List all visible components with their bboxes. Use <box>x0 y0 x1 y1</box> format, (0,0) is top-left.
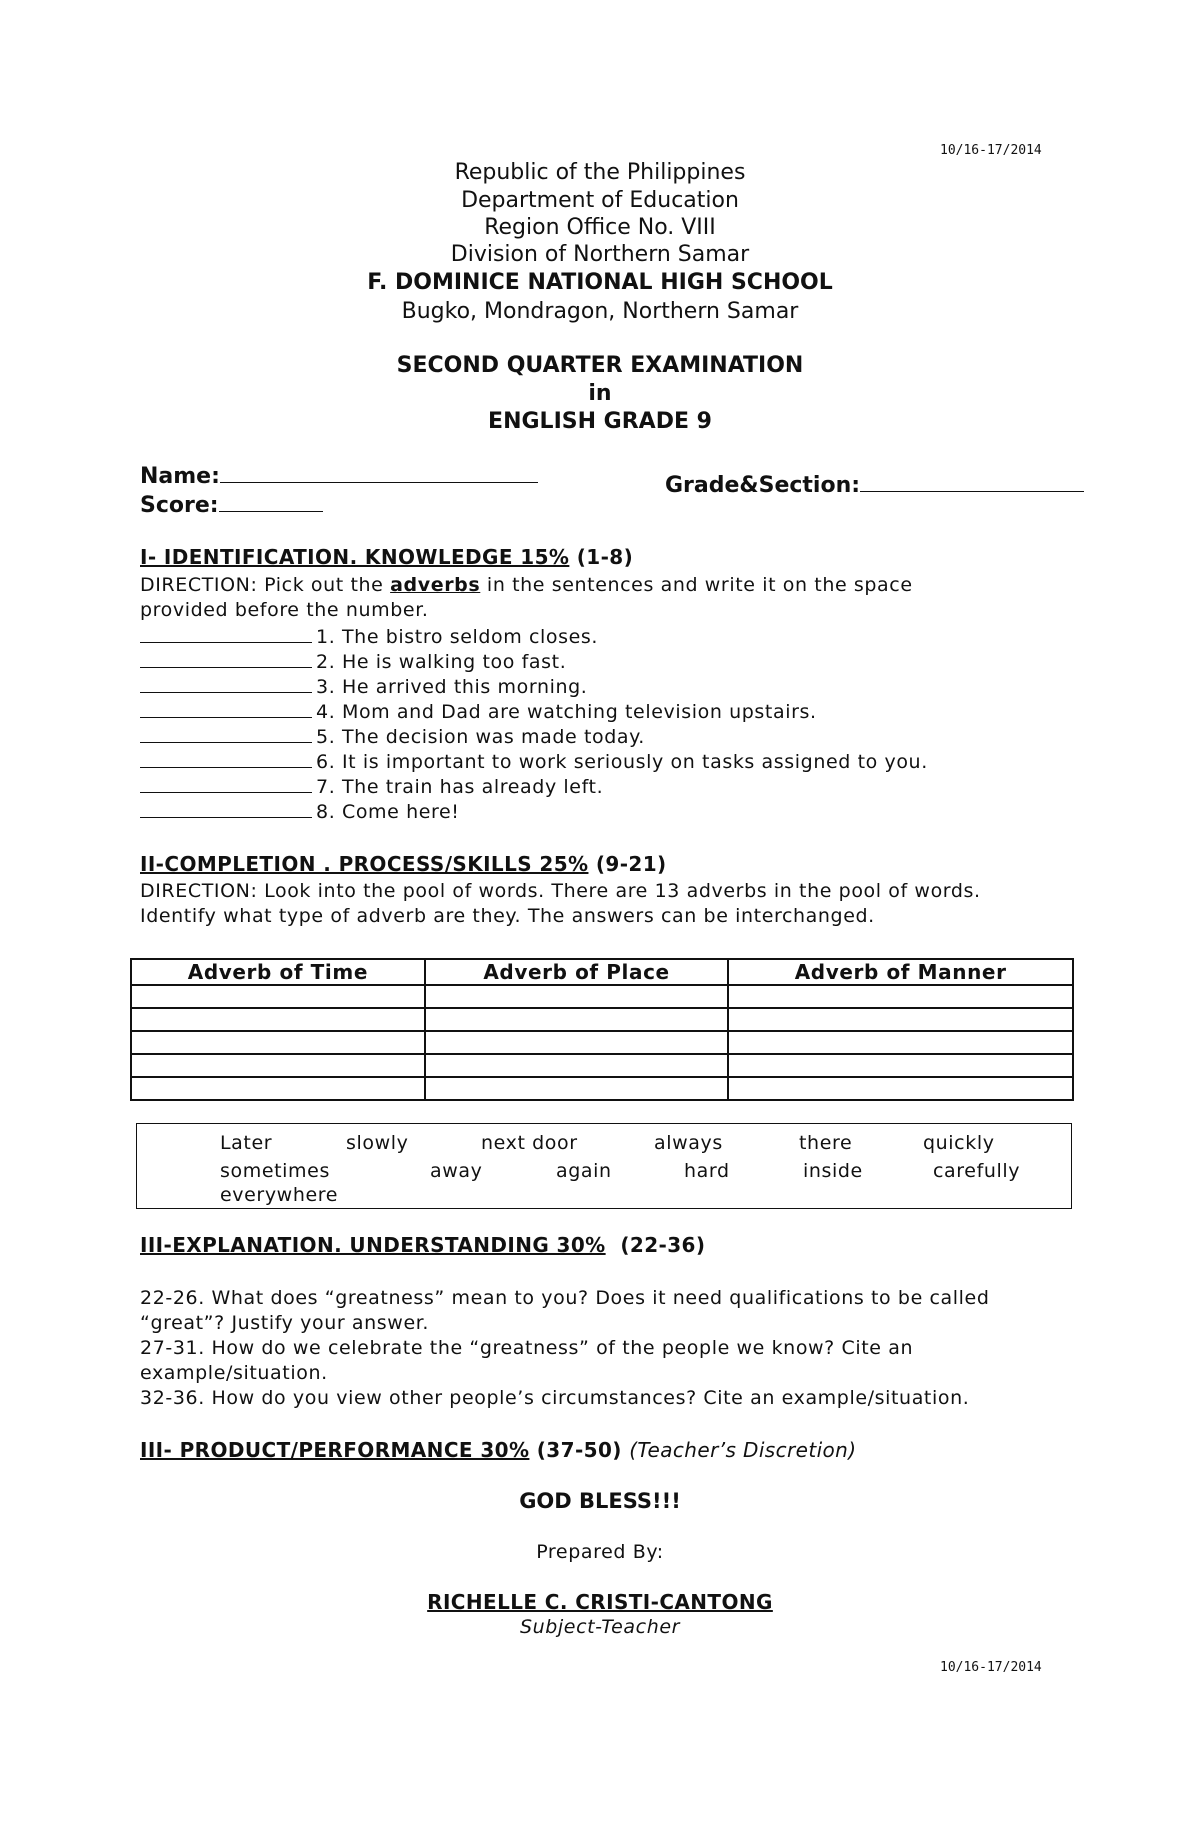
grade-section-field <box>665 471 1084 498</box>
answer-cell[interactable] <box>425 985 729 1008</box>
identification-item <box>140 624 598 649</box>
part4-note: (Teacher’s Discretion) <box>629 1438 857 1462</box>
word-pool <box>136 1123 1072 1209</box>
answer-blank[interactable] <box>140 674 312 693</box>
item-text: 7. The train has already left. <box>316 776 604 798</box>
column-header-place: Adverb of Place <box>425 959 729 985</box>
column-header-time: Adverb of Time <box>131 959 425 985</box>
question-27-31: 27-31. How do we celebrate the “greatness” of the people we know? Cite an <box>140 1337 914 1359</box>
item-text: 5. The decision was made today. <box>316 726 645 748</box>
name-label: Name: <box>140 464 220 489</box>
answer-cell[interactable] <box>728 1031 1073 1054</box>
pool-word: again <box>556 1160 612 1182</box>
question-22-26-cont: “great”? Justify your answer. <box>140 1312 430 1334</box>
part1-direction-text-b: in the sentences and write it on the space <box>480 574 913 596</box>
blessing: GOD BLESS!!! <box>519 1489 681 1513</box>
answer-blank[interactable] <box>140 624 312 643</box>
date-bottom: 10/16-17/2014 <box>940 1660 1042 1675</box>
answer-cell[interactable] <box>425 1054 729 1077</box>
question-32-36: 32-36. How do you view other people’s circumstances? Cite an example/situation. <box>140 1387 970 1409</box>
pool-word: away <box>430 1160 483 1182</box>
item-text: 2. He is walking too fast. <box>316 651 567 673</box>
column-header-manner: Adverb of Manner <box>728 959 1073 985</box>
pool-word: everywhere <box>220 1184 339 1206</box>
item-text: 3. He arrived this morning. <box>316 676 588 698</box>
identification-item <box>140 774 603 799</box>
part2-direction-line2: Identify what type of adverb are they. The answers can be interchanged. <box>140 905 875 927</box>
part2-heading <box>140 852 667 876</box>
identification-item <box>140 699 817 724</box>
identification-item <box>140 674 587 699</box>
pool-word: always <box>654 1132 723 1154</box>
item-text: 8. Come here! <box>316 801 460 823</box>
table-row <box>131 985 1073 1008</box>
pool-word: next door <box>481 1132 578 1154</box>
part3-title: III-EXPLANATION. UNDERSTANDING 30% <box>140 1233 606 1257</box>
answer-cell[interactable] <box>425 1008 729 1031</box>
answer-blank[interactable] <box>140 749 312 768</box>
answer-cell[interactable] <box>131 1008 425 1031</box>
table-row <box>131 1054 1073 1077</box>
header-region: Region Office No. VIII <box>484 215 716 240</box>
header-department: Department of Education <box>461 188 739 213</box>
part1-range: (1-8) <box>569 545 634 569</box>
part3-heading <box>140 1233 705 1257</box>
identification-item <box>140 724 645 749</box>
name-field <box>140 462 538 489</box>
score-label: Score: <box>140 493 219 518</box>
school-name: F. DOMINICE NATIONAL HIGH SCHOOL <box>367 270 833 295</box>
pool-word: slowly <box>346 1132 409 1154</box>
score-field <box>140 491 323 518</box>
part4-range: (37-50) <box>529 1438 630 1462</box>
identification-item <box>140 749 928 774</box>
part3-range: (22-36) <box>605 1233 706 1257</box>
table-row <box>131 1008 1073 1031</box>
answer-cell[interactable] <box>425 1077 729 1100</box>
part2-direction: DIRECTION: Look into the pool of words. There are 13 adverbs in the pool of words. <box>140 880 981 902</box>
school-address: Bugko, Mondragon, Northern Samar <box>401 299 799 324</box>
teacher-role: Subject-Teacher <box>519 1616 681 1638</box>
answer-cell[interactable] <box>425 1031 729 1054</box>
table-row <box>131 1077 1073 1100</box>
answer-cell[interactable] <box>728 1008 1073 1031</box>
exam-title: SECOND QUARTER EXAMINATION <box>396 353 804 378</box>
answer-cell[interactable] <box>131 1031 425 1054</box>
grade-section-blank[interactable] <box>860 471 1084 492</box>
table-row <box>131 1031 1073 1054</box>
pool-word: Later <box>220 1132 273 1154</box>
answer-blank[interactable] <box>140 724 312 743</box>
identification-item <box>140 649 566 674</box>
exam-subject: ENGLISH GRADE 9 <box>488 409 712 434</box>
pool-word: there <box>799 1132 853 1154</box>
prepared-by: Prepared By: <box>536 1541 664 1563</box>
pool-word: quickly <box>923 1132 995 1154</box>
answer-blank[interactable] <box>140 649 312 668</box>
part1-heading <box>140 545 633 569</box>
item-text: 4. Mom and Dad are watching television upstairs. <box>316 701 817 723</box>
answer-cell[interactable] <box>131 1077 425 1100</box>
answer-cell[interactable] <box>728 1054 1073 1077</box>
answer-cell[interactable] <box>728 985 1073 1008</box>
part1-title: I- IDENTIFICATION. KNOWLEDGE 15% <box>140 545 570 569</box>
score-blank[interactable] <box>219 491 323 512</box>
answer-cell[interactable] <box>131 1054 425 1077</box>
question-27-31-cont: example/situation. <box>140 1362 328 1384</box>
header-division: Division of Northern Samar <box>450 242 750 267</box>
item-text: 6. It is important to work seriously on tasks assigned to you. <box>316 751 928 773</box>
part2-range: (9-21) <box>588 852 667 876</box>
pool-word: hard <box>684 1160 730 1182</box>
answer-blank[interactable] <box>140 774 312 793</box>
answer-blank[interactable] <box>140 799 312 818</box>
name-blank[interactable] <box>220 462 538 483</box>
pool-word: inside <box>803 1160 863 1182</box>
part4-title: III- PRODUCT/PERFORMANCE 30% <box>140 1438 530 1462</box>
pool-word: sometimes <box>220 1160 330 1182</box>
date-top: 10/16-17/2014 <box>940 143 1042 158</box>
answer-cell[interactable] <box>728 1077 1073 1100</box>
part1-direction <box>140 574 913 596</box>
exam-in: in <box>588 381 612 406</box>
adverb-table <box>130 958 1074 1101</box>
part1-direction-keyword: adverbs <box>390 574 481 596</box>
answer-blank[interactable] <box>140 699 312 718</box>
part1-direction-line2: provided before the number. <box>140 599 429 621</box>
part2-title: II-COMPLETION . PROCESS/SKILLS 25% <box>140 852 589 876</box>
question-22-26: 22-26. What does “greatness” mean to you? Does it need qualifications to be called <box>140 1287 990 1309</box>
table-header-row <box>131 959 1073 985</box>
part1-direction-text-a: DIRECTION: Pick out the <box>140 574 391 596</box>
header-republic: Republic of the Philippines <box>454 160 746 185</box>
grade-section-label: Grade&Section: <box>665 473 861 498</box>
pool-word: carefully <box>933 1160 1021 1182</box>
teacher-name-wrap <box>0 1590 1200 1614</box>
identification-item <box>140 799 460 824</box>
part4-heading <box>140 1438 856 1462</box>
item-text: 1. The bistro seldom closes. <box>316 626 599 648</box>
teacher-name: RICHELLE C. CRISTI-CANTONG <box>427 1590 773 1614</box>
answer-cell[interactable] <box>131 985 425 1008</box>
